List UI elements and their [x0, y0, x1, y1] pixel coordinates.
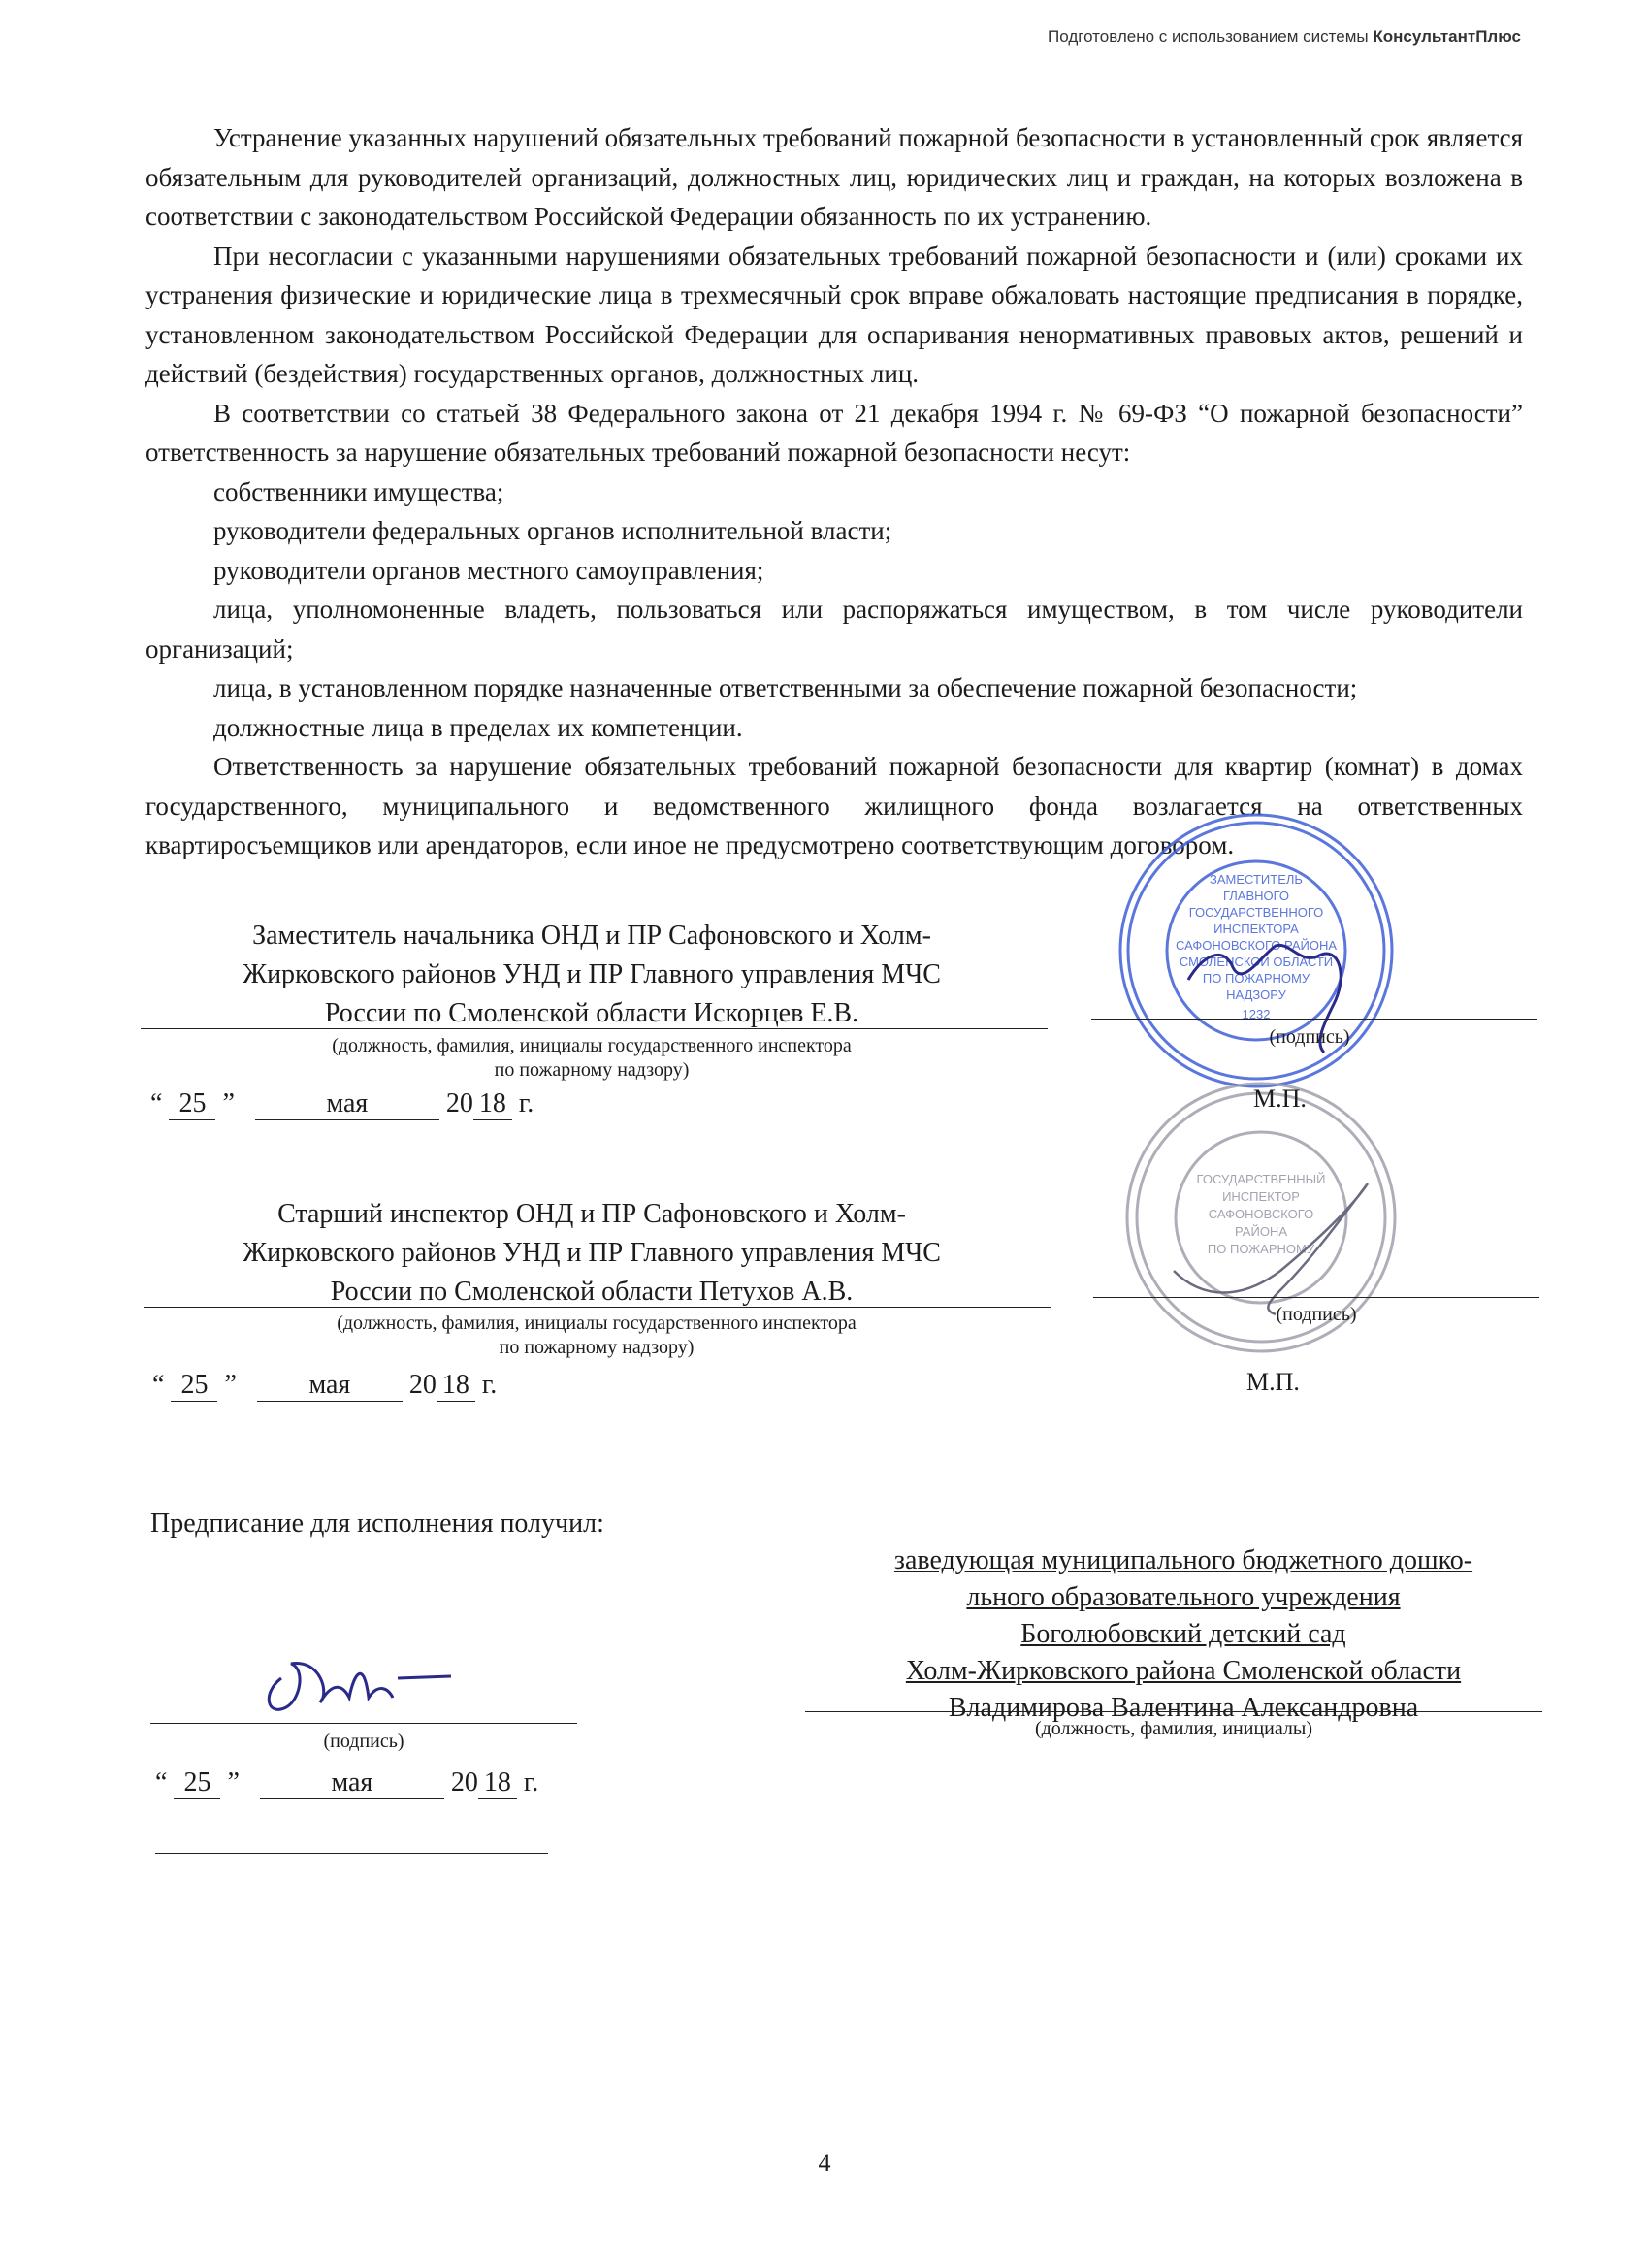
inspector1-date: “ 25 ” мая 20 18 г.	[150, 1088, 534, 1118]
header-brand: КонсультантПлюс	[1373, 27, 1521, 46]
stamp1-text: НАДЗОРУ	[1226, 988, 1286, 1002]
recipient-line: заведующая муниципального бюджетного дошко-	[893, 1545, 1473, 1575]
recipient-line: Холм-Жирковского района Смоленской области	[905, 1656, 1462, 1686]
stamp1-text: СМОЛЕНСКОЙ ОБЛАСТИ	[1179, 955, 1334, 969]
list-item: руководители федеральных органов исполнительной власти;	[213, 516, 892, 545]
inspector1-title-line	[141, 1028, 1048, 1029]
inspector2-mp: М.П.	[1246, 1368, 1300, 1396]
paragraph: В соответствии со статьей 38 Федерального закона от 21 декабря 1994 г. № 69-ФЗ “О пожарной безопасности” ответственность за нарушение обязательных требований пожарной безопасности несут:	[146, 398, 1523, 467]
inspector1-signature-caption: (подпись)	[1269, 1026, 1350, 1048]
stamp1-text: САФОНОВСКОГО РАЙОНА	[1175, 938, 1338, 953]
receipt-extra-line	[155, 1853, 548, 1854]
receipt-date: “ 25 ” мая 20 18 г.	[155, 1767, 539, 1798]
recipient-line: льного образовательного учреждения	[966, 1582, 1401, 1612]
list-item: лица, уполномоненные владеть, пользоваться или распоряжаться имуществом, в том числе руководители организаций;	[146, 595, 1523, 664]
receiver-signature-caption: (подпись)	[323, 1731, 404, 1752]
stamp1-text: 1232	[1242, 1007, 1271, 1021]
inspector2-title-line	[144, 1307, 1051, 1308]
paragraph: Ответственность за нарушение обязательных требований пожарной безопасности для квартир (комнат) в домах государственного, муниципального и ведомственного жилищного фонда возлагается на ответственных квартиросъемщиков или арендаторов, если иное не предусмотрено соответствующим договором.	[146, 752, 1523, 859]
stamp2-text: ИНСПЕКТОР	[1222, 1189, 1300, 1204]
header-prefix: Подготовлено с использованием системы	[1048, 27, 1369, 46]
list-item: собственники имущества;	[213, 476, 504, 506]
inspector2-title: Старший инспектор ОНД и ПР Сафоновского и Холм- Жирковского районов УНД и ПР Главного управления МЧС России по Смоленской области Петухов А.В.	[242, 1199, 941, 1307]
recipient-line: Боголюбовский детский сад	[1020, 1619, 1346, 1649]
inspector1-mp: М.П.	[1253, 1085, 1307, 1113]
receiver-signature-line	[150, 1723, 577, 1724]
page-number: 4	[818, 2149, 831, 2177]
body-text	[146, 118, 1523, 865]
inspector2-caption: (должность, фамилия, инициалы государственного инспектора по пожарному надзору)	[337, 1312, 857, 1358]
recipient-caption: (должность, фамилия, инициалы)	[1034, 1718, 1313, 1739]
list-item: должностные лица в пределах их компетенции.	[213, 712, 743, 742]
list-item: руководители органов местного самоуправления;	[213, 555, 764, 585]
stamp2-text: САФОНОВСКОГО	[1208, 1207, 1314, 1221]
stamp2-text: РАЙОНА	[1235, 1224, 1287, 1239]
recipient-line: Владимирова Валентина Александровна	[948, 1693, 1419, 1723]
receiver-signature	[252, 1639, 456, 1727]
list-item: лица, в установленном порядке назначенные ответственными за обеспечение пожарной безопасности;	[213, 673, 1358, 702]
stamp1-text: ЗАМЕСТИТЕЛЬ	[1210, 872, 1303, 887]
inspector1-caption: (должность, фамилия, инициалы государственного инспектора по пожарному надзору)	[332, 1035, 852, 1081]
paragraph: Устранение указанных нарушений обязательных требований пожарной безопасности в установленный срок является обязательным для руководителей организаций, должностных лиц, юридических лиц и граждан, на которых возложена в соответствии с законодательством Российской Федерации обязанность по их устранению.	[146, 123, 1523, 231]
paragraph: При несогласии с указанными нарушениями обязательных требований пожарной безопасности и (или) сроками их устранения физические и юридические лица в трехмесячный срок вправе обжаловать настоящие предписания в порядке, установленном законодательством Российской Федерации для оспаривания ненормативных правовых актов, решений и действий (бездействия) государственных органов, должностных лиц.	[146, 241, 1523, 388]
stamp1-text: ГОСУДАРСТВЕННОГО	[1188, 905, 1324, 920]
receipt-label: Предписание для исполнения получил:	[150, 1508, 604, 1539]
stamp1-text: ИНСПЕКТОРА	[1213, 922, 1299, 936]
inspector1-signature-line	[1091, 1019, 1537, 1020]
consultant-header	[1048, 27, 1521, 47]
inspector2-signature-line	[1093, 1297, 1539, 1298]
inspector2-signature-caption: (подпись)	[1276, 1304, 1357, 1325]
stamp1-text: ПО ПОЖАРНОМУ	[1202, 971, 1310, 986]
recipient-line-underline	[805, 1711, 1542, 1712]
inspector2-date: “ 25 ” мая 20 18 г.	[152, 1370, 498, 1400]
stamp2-text: ГОСУДАРСТВЕННЫЙ	[1196, 1172, 1326, 1186]
recipient-block	[805, 1542, 1562, 1727]
stamp1-text: ГЛАВНОГО	[1222, 889, 1290, 903]
inspector1-title: Заместитель начальника ОНД и ПР Сафоновского и Холм- Жирковского районов УНД и ПР Главного управления МЧС России по Смоленской области Искорцев Е.В.	[242, 921, 941, 1028]
stamp2-text: ПО ПОЖАРНОМУ	[1207, 1242, 1315, 1256]
